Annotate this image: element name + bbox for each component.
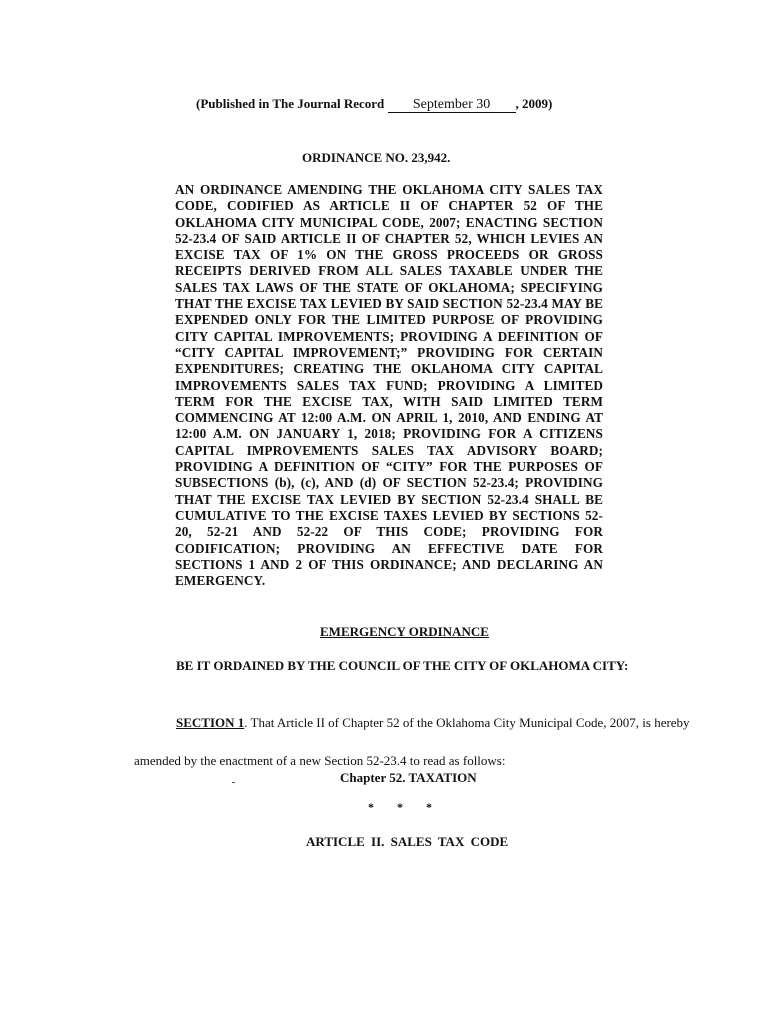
publication-suffix: , 2009): [515, 96, 553, 111]
scan-speck: [232, 782, 235, 783]
caption-text: AN ORDINANCE AMENDING THE OKLAHOMA CITY SALES TAX CODE, CODIFIED AS ARTICLE II OF CHAPTER 52 OF THE OKLAHOMA CITY MUNICIPAL CODE, 2007; ENACTING SECTION 52-23.4 OF SAID ARTICLE II OF CHAPTER 52, WHICH LEVIES AN EXCISE TAX OF 1% ON THE GROSS PROCEEDS OR GROSS RECEIPTS DERIVED FROM ALL SALES TAXABLE UNDER THE SALES TAX LAWS OF THE STATE OF OKLAHOMA; SPECIFYING THAT THE EXCISE TAX LEVIED BY SAID SECTION 52-23.4 MAY BE EXPENDED ONLY FOR THE LIMITED PURPOSE OF PROVIDING CITY CAPITAL IMPROVEMENTS; PROVIDING A DEFINITION OF “CITY CAPITAL IMPROVEMENT;” PROVIDING FOR CERTAIN EXPENDITURES; CREATING THE OKLAHOMA CITY CAPITAL IMPROVEMENTS SALES TAX FUND; PROVIDING A LIMITED TERM FOR THE EXCISE TAX, WITH SAID LIMITED TERM COMMENCING AT 12:00 A.M. ON APRIL 1, 2010, AND ENDING AT 12:00 A.M. ON JANUARY 1, 2018; PROVIDING FOR A CITIZENS CAPITAL IMPROVEMENTS SALES TAX ADVISORY BOARD; PROVIDING A DEFINITION OF “CITY” FOR THE PURPOSES OF SUBSECTIONS (b), (c), AND (d) OF SECTION 52-23.4; PROVIDING THAT THE EXCISE TAX LEVIED BY SECTION 52-23.4 SHALL BE CUMULATIVE TO THE EXCISE TAXES LEVIED BY SECTIONS 52-20, 52-21 AND 52-22 OF THIS CODE; PROVIDING FOR CODIFICATION; PROVIDING AN EFFECTIVE DATE FOR SECTIONS 1 AND 2 OF THIS ORDINANCE; AND DECLARING AN EMERGENCY.: [175, 182, 603, 589]
article-heading: ARTICLE II. SALES TAX CODE: [306, 834, 509, 849]
emergency-heading: EMERGENCY ORDINANCE: [320, 624, 489, 639]
publication-line: [196, 96, 552, 113]
chapter-heading: Chapter 52. TAXATION: [340, 770, 477, 785]
publication-date: September 30: [388, 98, 516, 113]
ordinance-number: ORDINANCE NO. 23,942.: [302, 150, 451, 165]
section-1-label-suffix: .: [244, 715, 248, 730]
ordinance-caption: [175, 182, 603, 589]
section-1-text: That Article II of Chapter 52 of the Oklahoma City Municipal Code, 2007, is hereby amended by the enactment of a new Section 52-23.4 to read as follows:: [134, 715, 690, 768]
section-1-label: SECTION 1: [176, 715, 245, 730]
enacting-clause: BE IT ORDAINED BY THE COUNCIL OF THE CITY OF OKLAHOMA CITY:: [176, 658, 629, 673]
section-separator: * * *: [368, 800, 442, 814]
section-1-paragraph: [134, 704, 694, 780]
publication-prefix: (Published in The Journal Record: [196, 96, 385, 111]
